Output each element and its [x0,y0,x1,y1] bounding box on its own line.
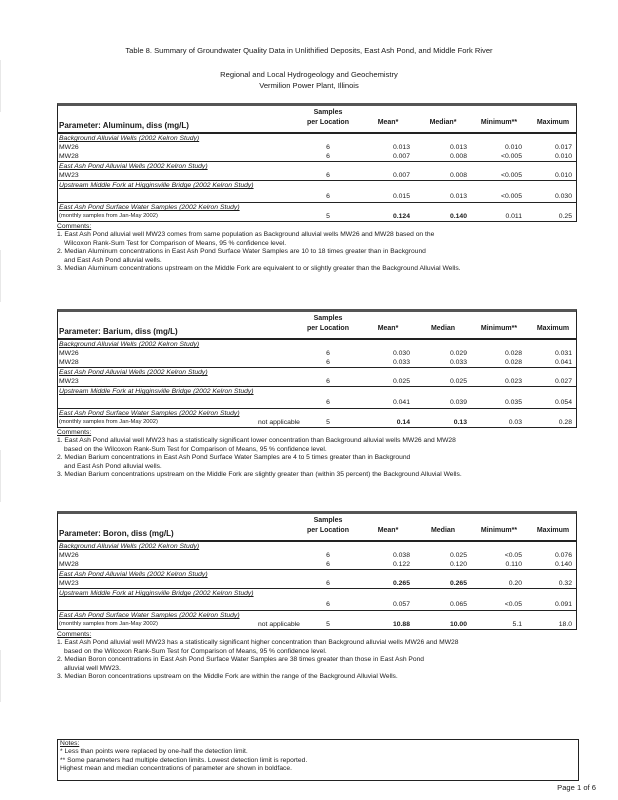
comment-line: 3. Median Barium concentrations upstream on the Middle Fork are slightly greater than (within 35 percent) the Background Alluvial Wells. [57,471,462,479]
location-cell: MW28 [59,153,79,160]
data-table [57,511,577,630]
comment-line: Wilcoxon Rank-Sum Test for Comparison of Means, 95 % confidence level. [64,239,287,247]
mean-cell: 0.015 [392,193,410,200]
median-cell: 0.013 [449,193,467,200]
samples-cell: 6 [326,399,330,406]
notes-box [57,739,579,781]
group-title-row [58,340,576,349]
mean-cell: 0.122 [392,561,410,568]
parameter-section [57,309,577,479]
col-samples-1: Samples [313,315,343,322]
table-row [58,598,576,610]
parameter-section [57,511,577,681]
comment-line: alluvial well MW23. [64,664,121,672]
minimum-cell: 0.20 [508,580,522,587]
median-cell: 0.029 [449,350,467,357]
location-cell: MW23 [59,378,79,385]
maximum-cell: 0.010 [554,172,572,179]
parameter-label: Parameter: Aluminum, diss (mg/L) [59,121,189,130]
mean-cell: 0.030 [392,350,410,357]
comment-line: based on the Wilcoxon Rank-Sum Test for Comparison of Means, 95 % confidence level. [64,647,327,655]
samples-cell: 6 [326,601,330,608]
minimum-cell: 5.1 [512,621,522,628]
comment-line: 2. Median Aluminum concentrations in East Ash Pond Surface Water Samples are 10 to 18 times greater than in Background [57,248,426,256]
samples-cell: 6 [326,561,330,568]
median-cell: 0.008 [449,172,467,179]
note-multiple-detection: ** Some parameters had multiple detection limits. Lowest detection limit is reported. [60,756,308,764]
group-title-row [58,409,576,418]
table-row [58,396,576,408]
group-title: East Ash Pond Alluvial Wells (2002 Kelron Study) [59,163,208,170]
maximum-cell: 0.027 [554,378,572,385]
col-maximum: Maximum [536,527,570,534]
col-minimum: Minimum** [480,325,518,332]
samples-cell: 6 [326,378,330,385]
comment-line: 1. East Ash Pond alluvial well MW23 comes from same population as Background alluvial wells MW26 and MW28 based on the [57,231,435,239]
maximum-cell: 0.28 [558,419,572,426]
comments-title: Comments: [57,429,92,436]
table-row [58,620,576,629]
col-mean: Mean* [377,527,399,534]
group-title: Background Alluvial Wells (2002 Kelron Study) [59,341,200,348]
maximum-cell: 0.030 [554,193,572,200]
parameter-section [57,103,577,273]
group-title: East Ash Pond Alluvial Wells (2002 Kelron Study) [59,571,208,578]
col-minimum: Minimum** [480,527,518,534]
median-cell: 0.008 [449,153,467,160]
group-title-row [58,181,576,190]
row-group [58,541,576,569]
minimum-cell: <0.005 [501,153,522,160]
row-group [58,161,576,180]
row-group [58,367,576,386]
median-cell: 0.265 [449,580,467,587]
col-maximum: Maximum [536,119,570,126]
samples-cell: 6 [326,359,330,366]
minimum-cell: 0.028 [504,359,522,366]
mean-cell: 0.007 [392,172,410,179]
mean-cell: 0.007 [392,153,410,160]
group-title: Upstream Middle Fork at Higginsville Bridge (2002 Kelron Study) [59,590,254,597]
group-title: Upstream Middle Fork at Higginsville Bridge (2002 Kelron Study) [59,388,254,395]
minimum-cell: 0.110 [505,561,522,568]
minimum-cell: 0.023 [504,378,522,385]
data-table [57,103,577,222]
table-row [58,551,576,560]
mean-cell: 0.038 [392,552,410,559]
location-cell: MW28 [59,359,79,366]
group-title: East Ash Pond Surface Water Samples (2002 Kelron Study) [59,410,240,417]
group-title-row [58,611,576,620]
parameter-label: Parameter: Boron, diss (mg/L) [59,529,174,538]
row-group [58,202,576,221]
col-samples-2: per Location [306,119,349,126]
group-title-row [58,203,576,212]
table-row [58,349,576,358]
col-samples-1: Samples [313,517,343,524]
location-cell: (monthly samples from Jan-May 2002) [59,621,158,627]
median-cell: 0.120 [449,561,467,568]
location-cell: MW26 [59,552,79,559]
binder-mark [0,450,11,502]
location-cell: (monthly samples from Jan-May 2002) [59,419,158,425]
location-cell: MW26 [59,350,79,357]
median-cell: 0.025 [449,378,467,385]
mean-cell: 0.265 [392,580,410,587]
comments-block [57,631,577,681]
page-number: Page 1 of 6 [557,783,596,792]
group-title-row [58,368,576,377]
row-group [58,386,576,408]
maximum-cell: 18.0 [558,621,572,628]
comment-line: and East Ash Pond alluvial wells. [64,256,162,264]
mean-cell: 0.033 [392,359,410,366]
binder-mark [0,250,11,302]
samples-cell: 5 [326,419,330,426]
minimum-cell: <0.005 [501,172,522,179]
median-cell: 0.140 [449,213,467,220]
table-row [58,143,576,152]
samples-cell: 6 [326,172,330,179]
group-title: East Ash Pond Surface Water Samples (2002 Kelron Study) [59,204,240,211]
minimum-cell: <0.05 [504,601,522,608]
group-title: East Ash Pond Alluvial Wells (2002 Kelron Study) [59,369,208,376]
minimum-cell: <0.05 [504,552,522,559]
samples-cell: 5 [326,621,330,628]
mean-cell: 0.14 [396,419,410,426]
minimum-cell: <0.005 [501,193,522,200]
samples-cell: 6 [326,580,330,587]
data-table [57,309,577,428]
samples-cell: 5 [326,213,330,220]
maximum-cell: 0.32 [558,580,572,587]
maximum-cell: 0.054 [554,399,572,406]
comment-line: 2. Median Boron concentrations in East Ash Pond Surface Water Samples are 38 times greater than those in East Ash Pond [57,656,425,664]
location-cell: MW26 [59,144,79,151]
minimum-cell: 0.035 [504,399,522,406]
row-group [58,180,576,202]
row-group [58,408,576,427]
group-title: Background Alluvial Wells (2002 Kelron Study) [59,135,200,142]
row-group [58,588,576,610]
subtitle-project: Regional and Local Hydrogeology and Geochemistry [220,70,398,79]
comment-line: based on the Wilcoxon Rank-Sum Test for Comparison of Means, 95 % confidence level. [64,445,327,453]
location-cell: (monthly samples from Jan-May 2002) [59,213,158,219]
mean-cell: 0.124 [392,213,410,220]
col-samples-2: per Location [306,325,349,332]
maximum-cell: 0.041 [554,359,572,366]
mean-cell: 0.041 [392,399,410,406]
note-cell: not applicable [258,419,300,426]
comments-title: Comments: [57,631,92,638]
median-cell: 0.033 [449,359,467,366]
group-title-row [58,387,576,396]
maximum-cell: 0.017 [554,144,572,151]
table-row [58,152,576,161]
table-row [58,212,576,221]
col-median: Median [430,325,456,332]
median-cell: 0.065 [449,601,467,608]
note-boldface: Highest mean and median concentrations of parameter are shown in boldface. [60,765,292,773]
note-half-detection: * Less than points were replaced by one-half the detection limit. [60,748,248,756]
group-title-row [58,542,576,551]
comment-line: 2. Median Barium concentrations in East Ash Pond Surface Water Samples are 4 to 5 times greater than in Background [57,454,411,462]
table-row [58,190,576,202]
comment-line: 1. East Ash Pond alluvial well MW23 has a statistically significant lower concentration than Background alluvial wells MW26 and MW28 [57,437,456,445]
minimum-cell: 0.011 [505,213,522,220]
mean-cell: 0.025 [392,378,410,385]
table-row [58,418,576,427]
median-cell: 10.00 [449,621,467,628]
maximum-cell: 0.25 [558,213,572,220]
table-title: Table 8. Summary of Groundwater Quality Data in Unlithified Deposits, East Ash Pond, and Middle Fork River [125,46,493,55]
table-header [58,106,576,133]
comment-line: 3. Median Aluminum concentrations upstream on the Middle Fork are equivalent to or slightly greater than the Background Alluvial Wells. [57,265,461,273]
comment-line: 3. Median Boron concentrations upstream on the Middle Fork are within the range of the Background Alluvial Wells. [57,673,398,681]
median-cell: 0.025 [449,552,467,559]
group-title: Background Alluvial Wells (2002 Kelron Study) [59,543,200,550]
location-cell: MW23 [59,580,79,587]
col-mean: Mean* [377,325,399,332]
group-title-row [58,589,576,598]
col-samples-2: per Location [306,527,349,534]
group-title-row [58,570,576,579]
parameter-label: Parameter: Barium, diss (mg/L) [59,327,178,336]
col-samples-1: Samples [313,109,343,116]
table-row [58,560,576,569]
note-cell: not applicable [258,621,300,628]
samples-cell: 6 [326,144,330,151]
table-header [58,514,576,541]
minimum-cell: 0.010 [504,144,522,151]
median-cell: 0.13 [453,419,467,426]
samples-cell: 6 [326,193,330,200]
location-cell: MW28 [59,561,79,568]
location-cell: MW23 [59,172,79,179]
minimum-cell: 0.028 [504,350,522,357]
comments-title: Comments: [57,223,92,230]
comment-line: and East Ash Pond alluvial wells. [64,462,162,470]
samples-cell: 6 [326,552,330,559]
table-row [58,358,576,367]
group-title: East Ash Pond Surface Water Samples (2002 Kelron Study) [59,612,240,619]
mean-cell: 10.88 [392,621,410,628]
row-group [58,339,576,367]
table-row [58,171,576,180]
comment-line: 1. East Ash Pond alluvial well MW23 has a statistically significant higher concentration than Background alluvial wells MW26 and MW28 [57,639,459,647]
subtitle-site: Vermilion Power Plant, Illinois [259,81,359,90]
maximum-cell: 0.140 [554,561,572,568]
minimum-cell: 0.03 [508,419,522,426]
median-cell: 0.039 [449,399,467,406]
row-group [58,610,576,629]
mean-cell: 0.057 [392,601,410,608]
table-row [58,377,576,386]
maximum-cell: 0.076 [554,552,572,559]
binder-mark [0,650,11,702]
maximum-cell: 0.031 [554,350,572,357]
col-maximum: Maximum [536,325,570,332]
comments-block [57,429,577,479]
maximum-cell: 0.091 [554,601,572,608]
maximum-cell: 0.010 [554,153,572,160]
mean-cell: 0.013 [392,144,410,151]
table-header [58,312,576,339]
col-mean: Mean* [377,119,399,126]
group-title-row [58,162,576,171]
col-median: Median* [429,119,457,126]
notes-title: Notes: [60,740,80,747]
col-minimum: Minimum** [480,119,518,126]
table-row [58,579,576,588]
median-cell: 0.013 [449,144,467,151]
comments-block [57,223,577,273]
row-group [58,569,576,588]
group-title-row [58,134,576,143]
row-group [58,133,576,161]
samples-cell: 6 [326,350,330,357]
samples-cell: 6 [326,153,330,160]
group-title: Upstream Middle Fork at Higginsville Bridge (2002 Kelron Study) [59,182,254,189]
col-median: Median [430,527,456,534]
